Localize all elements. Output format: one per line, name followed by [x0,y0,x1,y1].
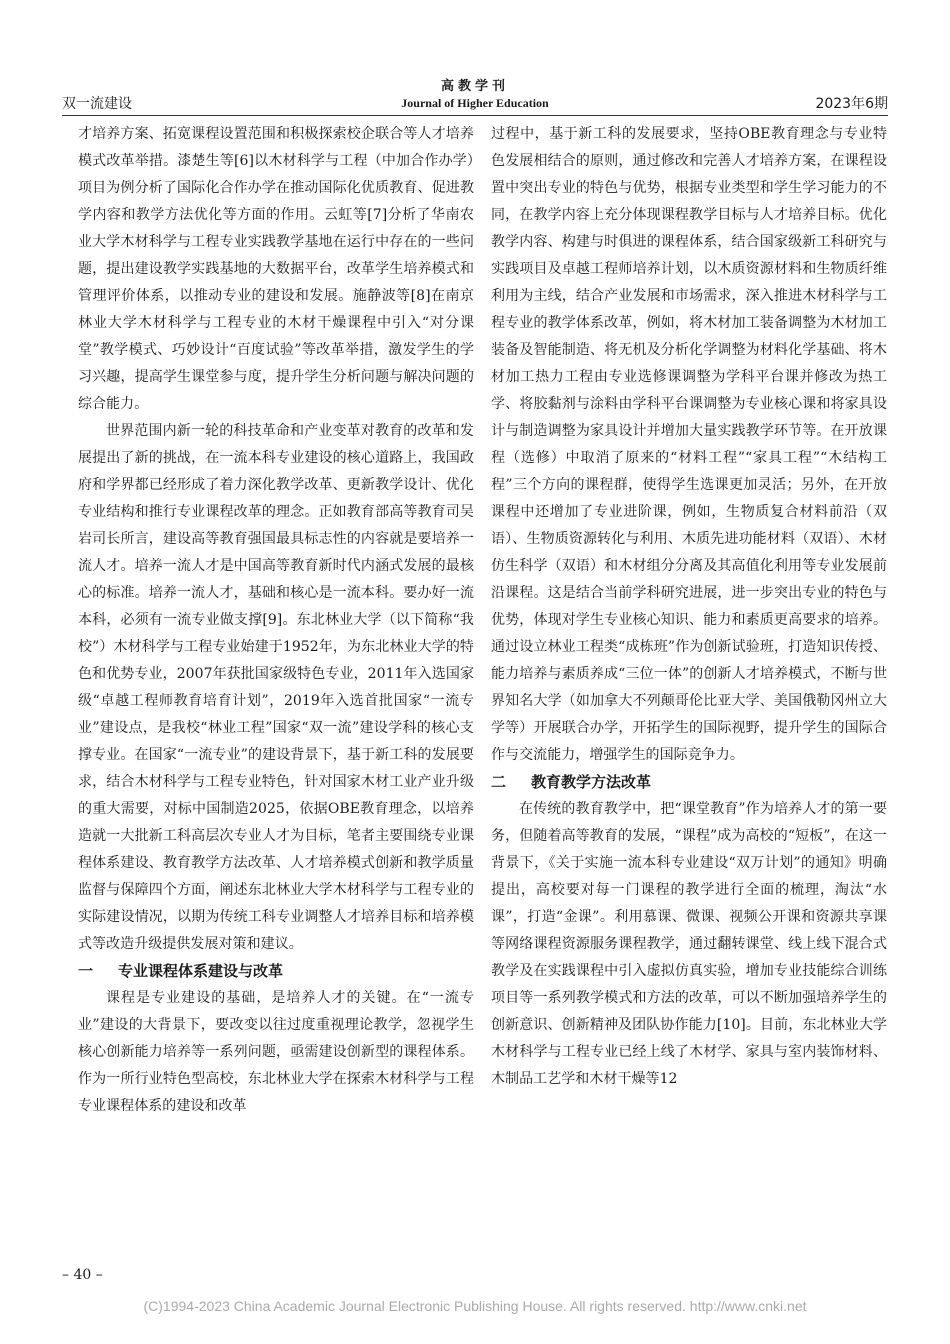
issue-label: 2023年6期 [815,96,888,112]
body-paragraph: 过程中，基于新工科的发展要求，坚持OBE教育理念与专业特色发展相结合的原则，通过修改和完善人才培养方案，在课程设置中突出专业的特色与优势，根据专业类型和学生学习能力的不同，在教学内容上充分体现课程教学目标与人才培养目标。优化教学内容、构建与时俱进的课程体系，结合国家级新工科研究与实践项目及卓越工程师培养计划，以木质资源材料和生物质纤维利用为主线，结合产业发展和市场需求，深入推进木材科学与工程专业的教学体系改革，例如，将木材加工装备调整为木材加工装备及智能制造、将无机及分析化学调整为材料化学基础、将木材加工热力工程由专业选修课调整为学科平台课并修改为热工学、将胶黏剂与涂料由学科平台课调整为专业核心课和将家具设计与制造调整为家具设计并增加大量实践教学环节等。在开放课程（选修）中取消了原来的“材料工程”“家具工程”“木结构工程”三个方向的课程群，使得学生选课更加灵活；另外，在开放课程中还增加了专业进阶课，例如，生物质复合材料前沿（双语）、生物质资源转化与利用、木质先进功能材料（双语）、木材仿生科学（双语）和木材组分分离及其高值化利用等专业发展前沿课程。这是结合当前学科研究进展，进一步突出专业的特色与优势，体现对学生专业核心知识、能力和素质更高要求的培养。通过设立林业工程类“成栋班”作为创新试验班，打造知识传授、能力培养与素质养成“三位一体”的创新人才培养模式，不断与世界知名大学（如加拿大不列颠哥伦比亚大学、美国俄勒冈州立大学等）开展联合办学，开拓学生的国际视野，提升学生的国际合作与交流能力，增强学生的国际竞争力。 [491,126,887,763]
section-number: 二 [491,773,507,791]
page-number: – 40 – [62,1267,103,1283]
body-paragraph: 课程是专业建设的基础，是培养人才的关键。在“一流专业”建设的大背景下，要改变以往过度重视理论教学，忽视学生核心创新能力培养等一系列问题，亟需建设创新型的课程体系。作为一所行业特色型高校，东北林业大学在探索木材科学与工程专业课程体系的建设和改革 [78,990,474,1114]
section-label: 双一流建设 [62,96,132,112]
section-title: 教育教学方法改革 [531,773,652,791]
section-number: 一 [78,962,94,980]
header-rule [62,115,888,116]
section-heading-1 [78,958,474,985]
copyright-footer: (C)1994-2023 China Academic Journal Electronic Publishing House. All rights reserved. http://www.cnki.net [143,1298,807,1314]
body-paragraph: 才培养方案、拓宽课程设置范围和积极探索校企联合等人才培养模式改革举措。漆楚生等[6]以木材科学与工程（中加合作办学）项目为例分析了国际化合作办学在推动国际化优质教育、促进教学内容和教学方法优化等方面的作用。云虹等[7]分析了华南农业大学木材科学与工程专业实践教学基地在运行中存在的一些问题，提出建设教学实践基地的大数据平台，改革学生培养模式和管理评价体系，以推动专业的建设和发展。施静波等[8]在南京林业大学木材科学与工程专业的木材干燥课程中引入“对分课堂”教学模式、巧妙设计“百度试验”等改革举措，激发学生的学习兴趣，提高学生课堂参与度，提升学生分析问题与解决问题的综合能力。 [78,126,474,412]
body-paragraph: 在传统的教育教学中，把“课堂教育”作为培养人才的第一要务，但随着高等教育的发展，“课程”成为高校的“短板”，在这一背景下，《关于实施一流本科专业建设“双万计划”的通知》明确提出，高校要对每一门课程的教学进行全面的梳理，淘汰“水课”，打造“金课”。利用慕课、微课、视频公开课和资源共享课等网络课程资源服务课程教学，通过翻转课堂、线上线下混合式教学及在实践课程中引入虚拟仿真实验，增加专业技能综合训练项目等一系列教学模式和方法的改革，可以不断加强培养学生的创新意识、创新精神及团队协作能力[10]。目前，东北林业大学木材科学与工程专业已经上线了木材学、家具与室内装饰材料、木制品工艺学和木材干燥等12 [491,801,887,1087]
journal-title-block [62,78,888,112]
journal-title-en: Journal of Higher Education [401,96,549,110]
left-column [78,121,474,1261]
page-header [62,78,888,114]
section-heading-2 [491,769,887,796]
journal-title-cn: 高教学刊 [440,79,509,94]
right-column [491,121,887,1261]
body-paragraph: 世界范围内新一轮的科技革命和产业变革对教育的改革和发展提出了新的挑战，在一流本科专业建设的核心道路上，我国政府和学界都已经形成了着力深化教学改革、更新教学设计、优化专业结构和推行专业课程改革的理念。正如教育部高等教育司吴岩司长所言，建设高等教育强国最具标志性的内容就是要培养一流人才。培养一流人才是中国高等教育新时代内涵式发展的最核心的标准。培养一流人才，基础和核心是一流本科。要办好一流本科，必须有一流专业做支撑[9]。东北林业大学（以下简称“我校”）木材科学与工程专业始建于1952年，为东北林业大学的特色和优势专业，2007年获批国家级特色专业，2011年入选国家级“卓越工程师教育培育计划”，2019年入选首批国家“一流专业”建设点，是我校“林业工程”国家“双一流”建设学科的核心支撑专业。在国家“一流专业”的建设背景下，基于新工科的发展要求，结合木材科学与工程专业特色，针对国家木材工业产业升级的重大需要，对标中国制造2025，依据OBE教育理念，以培养造就一大批新工科高层次专业人才为目标，笔者主要围绕专业课程体系建设、教育教学方法改革、人才培养模式创新和教学质量监督与保障四个方面，阐述东北林业大学木材科学与工程专业的实际建设情况，以期为传统工科专业调整人才培养目标和培养模式等改造升级提供发展对策和建议。 [78,423,474,952]
section-title: 专业课程体系建设与改革 [118,962,284,980]
